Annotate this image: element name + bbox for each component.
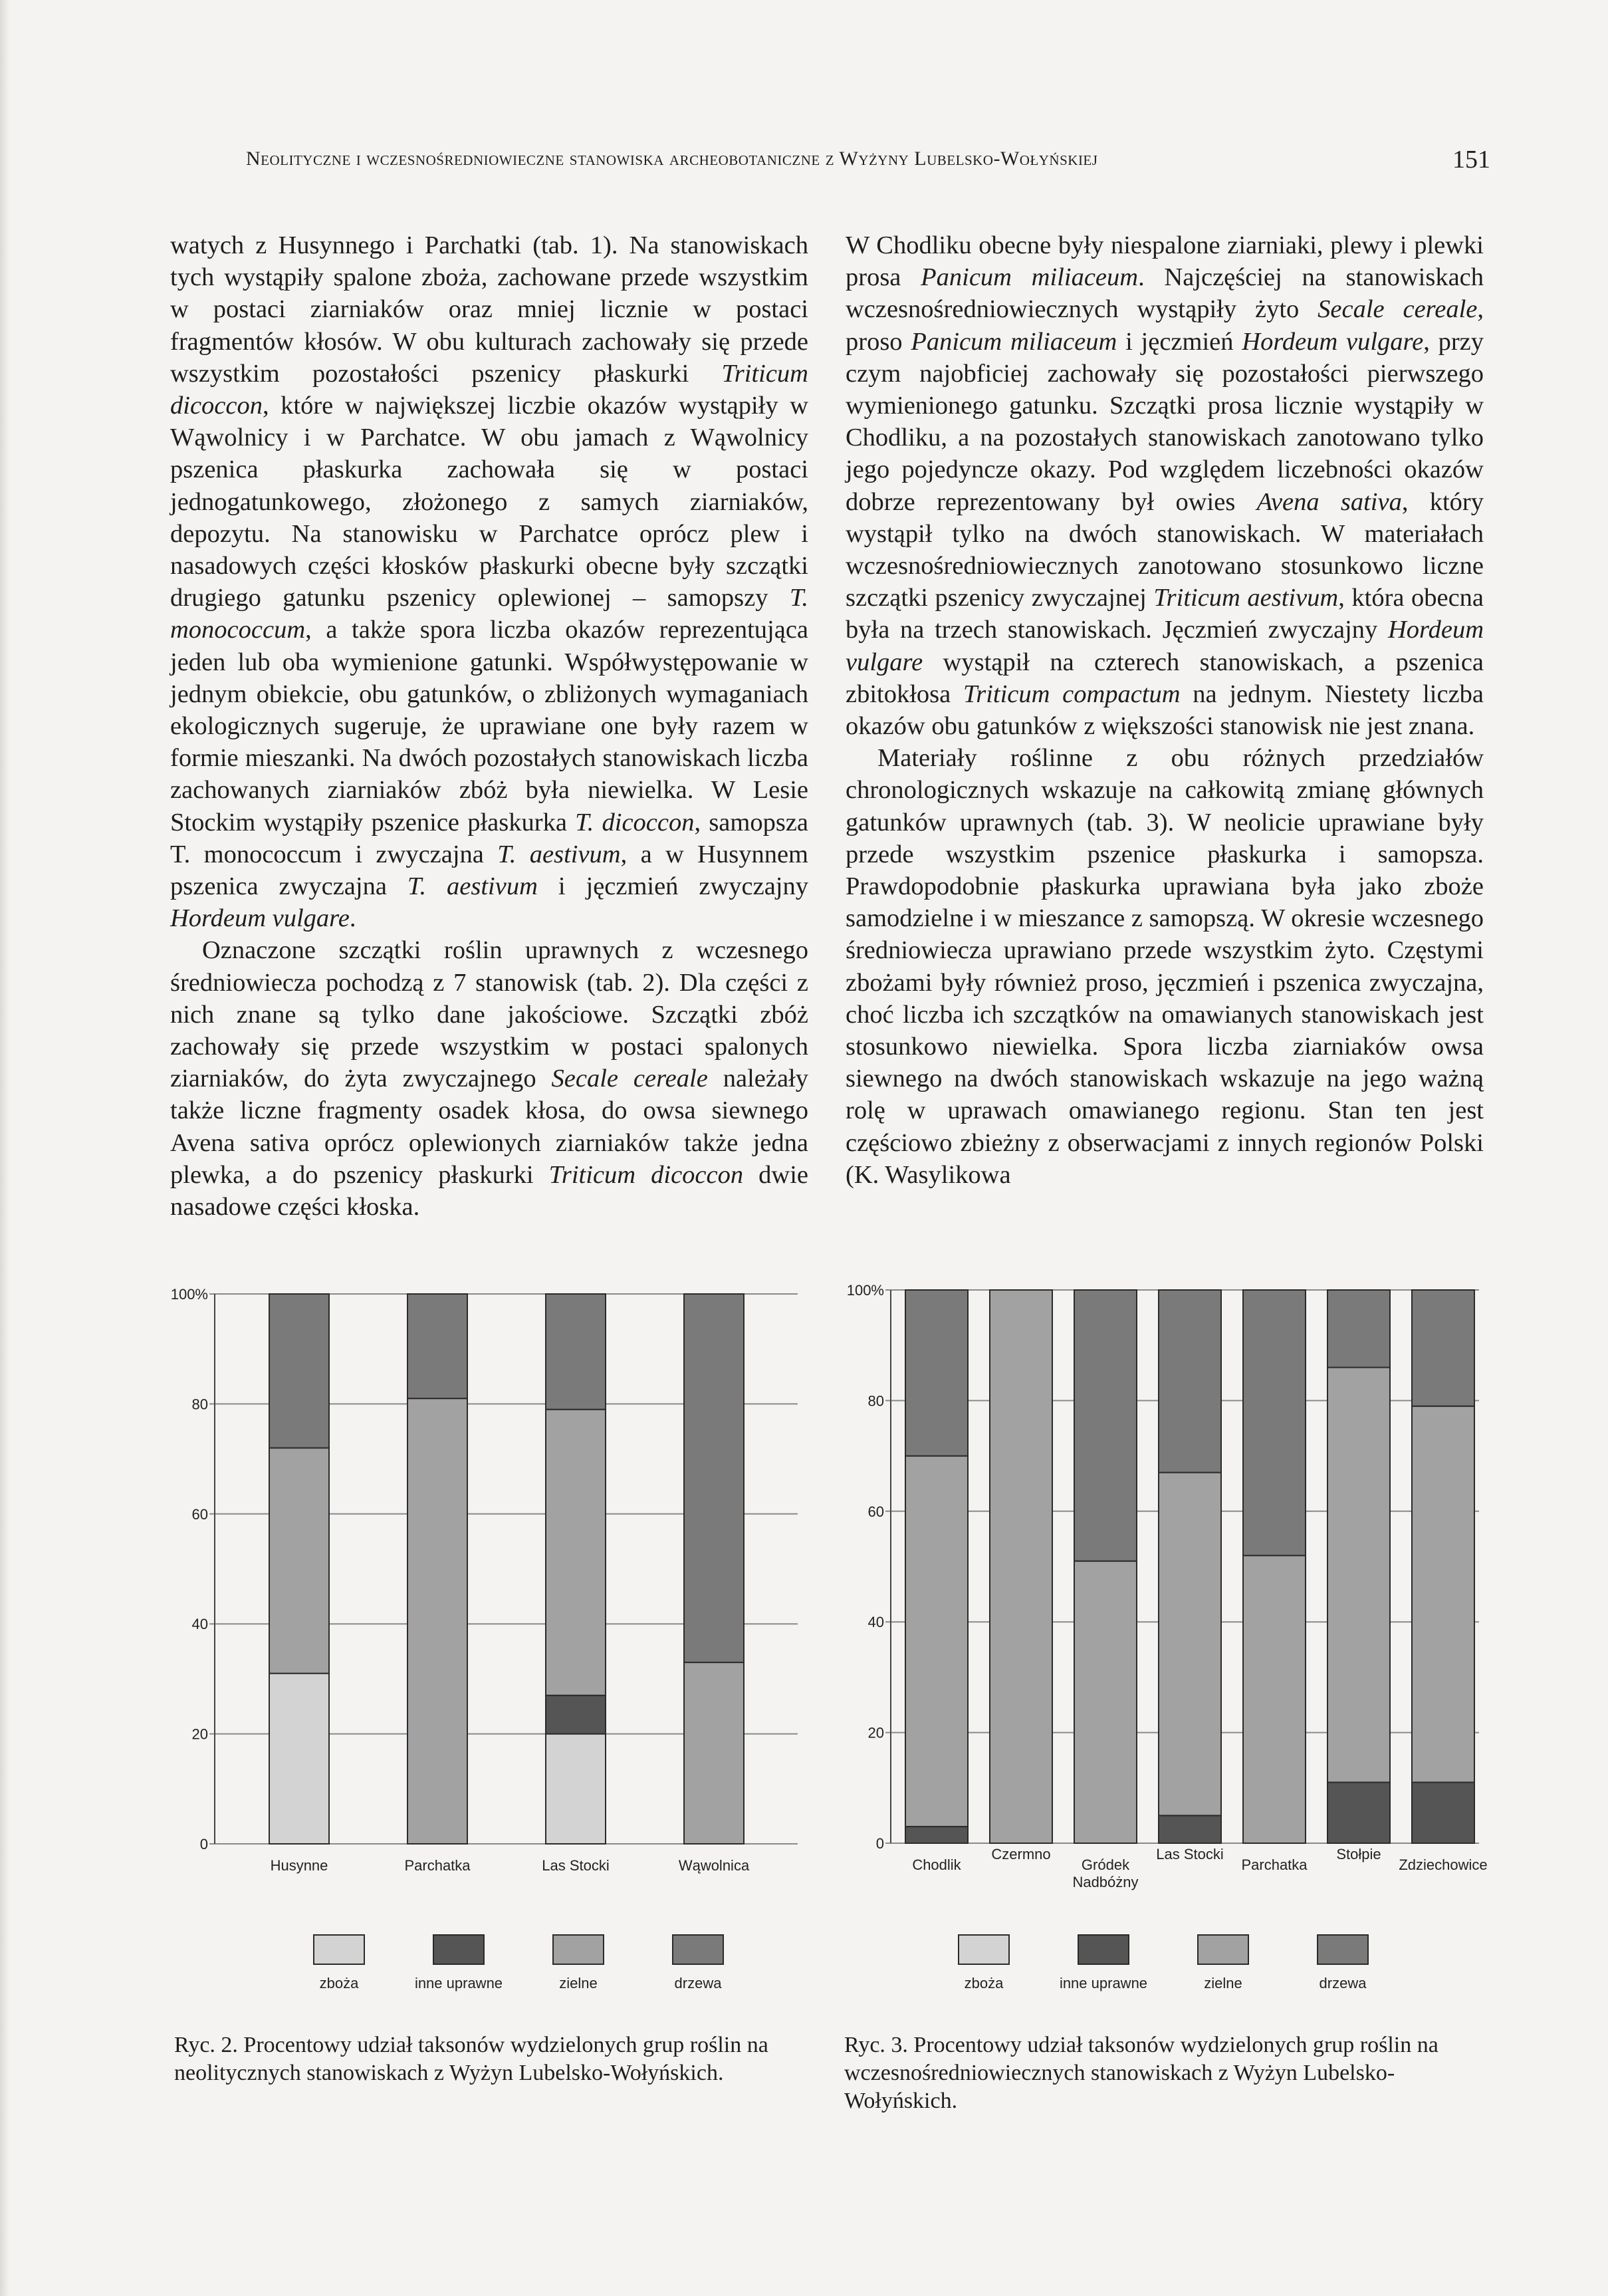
chart-ryc-2-svg [160,1270,824,2008]
running-title: Neolityczne i wczesnośredniowieczne stanowiska archeobotaniczne z Wyżyny Lubelsko-Wołyńskiej [246,148,1098,170]
x-tick-label: Gródek [1081,1856,1130,1873]
caption-ryc-2 [174,2031,812,2087]
legend-label: zielne [559,1975,598,1991]
caption-ryc-3-text: Procentowy udział taksonów wydzielonych grup roślin na wczesnośredniowiecznych stanowiskach z Wyżyn Lubelsko-Wołyńskich. [844,2033,1438,2113]
left-text-column [170,229,808,1223]
bar-segment [905,1290,968,1456]
bar-segment [269,1448,329,1674]
x-tick-label: Parchatka [1241,1856,1308,1873]
legend-label: drzewa [674,1975,722,1991]
x-tick-label: Nadbóżny [1072,1874,1139,1890]
y-tick-label: 20 [867,1724,884,1741]
bar-segment [1074,1290,1137,1561]
left-column-paragraph: Oznaczone szczątki roślin uprawnych z wczesnego średniowiecza pochodzą z 7 stanowisk (tab. 2). Dla części z nich znane są tylko dane jakościowe. Szczątki zbóż zachowały się przede wszystkim w postaci spalonych ziarniaków, do żyta zwyczajnego Secale cereale należały także liczne fragmenty osadek kłosa, do owsa siewnego Avena sativa oprócz oplewionych ziarniaków także jedna plewka, a do pszenicy płaskurki Triticum dicoccon dwie nasadowe części kłoska. [170,936,808,1221]
caption-ryc-2-text: Procentowy udział taksonów wydzielonych grup roślin na neolitycznych stanowiskach z Wyżyn Lubelsko-Wołyńskich. [174,2033,768,2085]
y-tick-label: 100% [846,1282,884,1299]
scan-edge [0,0,9,2296]
legend-label: inne uprawne [1059,1975,1148,1991]
legend-label: inne uprawne [414,1975,503,1991]
legend-label: zboża [319,1975,359,1991]
x-tick-label: Parchatka [404,1857,471,1874]
legend-label: zielne [1204,1975,1242,1991]
caption-ryc-2-number: Ryc. 2. [174,2033,238,2057]
chart-ryc-3 [834,1270,1499,2011]
bar-segment [684,1294,744,1662]
bar-segment [546,1734,606,1844]
chart-ryc-2 [160,1270,824,2011]
bar-segment [1074,1561,1137,1843]
bar-segment [990,1290,1052,1843]
bar-segment [1159,1815,1221,1843]
left-column-paragraph: watych z Husynnego i Parchatki (tab. 1). Na stanowiskach tych wystąpiły spalone zboża, zachowane przede wszystkim w postaci ziarniaków oraz mniej licznie w postaci fragmentów kłosów. W obu kulturach zachowały się przede wszystkim pozostałości pszenicy płaskurki Triticum dicoccon, które w największej liczbie okazów wystąpiły w Wąwolnicy i w Parchatce. W obu jamach z Wąwolnicy pszenica płaskurka zachowała się w postaci jednogatunkowego, złożonego z samych ziarniaków, depozytu. Na stanowisku w Parchatce oprócz plew i nasadowych części kłosków płaskurki obecne były szczątki drugiego gatunku pszenicy oplewionej – samopszy T. monococcum, a także spora liczba okazów reprezentująca jeden lub oba wymienione gatunki. Współwystępowanie w jednym obiekcie, obu gatunków, o zbliżonych wymaganiach ekologicznych sugeruje, że uprawiane one były razem w formie mieszanki. Na dwóch pozostałych stanowiskach liczba zachowanych ziarniaków zbóż była niewielka. W Lesie Stockim wystąpiły pszenice płaskurka T. dicoccon, samopsza T. monococcum i zwyczajna T. aestivum, a w Husynnem pszenica zwyczajna T. aestivum i jęczmień zwyczajny Hordeum vulgare. [170,231,808,933]
bar-segment [546,1696,606,1734]
bar-segment [269,1294,329,1448]
y-tick-label: 60 [191,1505,208,1523]
legend-swatch [433,1935,484,1964]
legend-swatch [314,1935,364,1964]
bar-segment [546,1410,606,1696]
page-number: 151 [1452,146,1490,174]
bar-segment [905,1456,968,1827]
legend-swatch [1198,1935,1248,1964]
legend-swatch [1318,1935,1368,1964]
bar-segment [1327,1367,1390,1782]
bar-segment [1412,1406,1474,1783]
x-tick-label: Czermno [991,1846,1051,1862]
x-tick-label: Husynne [270,1857,328,1874]
legend-swatch [553,1935,604,1964]
right-text-column [846,229,1484,1191]
y-tick-label: 80 [191,1396,208,1413]
bar-segment [1327,1290,1390,1367]
bar-segment [1159,1290,1221,1473]
right-column-paragraph: Materiały roślinne z obu różnych przedziałów chronologicznych wskazuje na całkowitą zmianę głównych gatunków uprawnych (tab. 3). W neolicie uprawiane były przede wszystkim pszenice płaskurka i samopsza. Prawdopodobnie płaskurka uprawiana była jako zboże samodzielne i w mieszance z samopszą. W okresie wczesnego średniowiecza uprawiano przede wszystkim żyto. Częstymi zbożami były również proso, jęczmień i pszenica zwyczajna, choć liczba ich szczątków na omawianych stanowiskach jest stosunkowo niewielka. Spora liczba ziarniaków owsa siewnego na dwóch stanowiskach wskazuje na jego ważną rolę w uprawach omawianego regionu. Stan ten jest częściowo zbieżny z obserwacjami z innych regionów Polski (K. Wasylikowa [846,744,1484,1189]
x-tick-label: Wąwolnica [678,1857,750,1874]
y-tick-label: 20 [191,1725,208,1743]
y-tick-label: 0 [199,1836,208,1852]
bar-segment [407,1294,467,1398]
bar-segment [269,1674,329,1844]
caption-ryc-3 [844,2031,1482,2115]
bar-segment [1412,1782,1474,1843]
chart-ryc-3-svg [834,1270,1499,2008]
bar-segment [1159,1473,1221,1816]
y-tick-label: 100% [170,1286,208,1303]
x-tick-label: Stołpie [1336,1846,1381,1862]
bar-segment [905,1827,968,1843]
y-tick-label: 0 [875,1835,884,1852]
y-tick-label: 40 [191,1616,208,1633]
legend-swatch [1078,1935,1129,1964]
legend-swatch [959,1935,1009,1964]
x-tick-label: Las Stocki [1156,1846,1224,1862]
y-tick-label: 40 [867,1614,884,1631]
bar-segment [684,1662,744,1844]
legend-label: zboża [964,1975,1004,1991]
y-tick-label: 80 [867,1392,884,1410]
bar-segment [546,1294,606,1410]
bar-segment [1243,1555,1306,1843]
bar-segment [1327,1782,1390,1843]
x-tick-label: Chodlik [912,1856,961,1873]
bar-segment [1243,1290,1306,1555]
x-tick-label: Las Stocki [542,1857,610,1874]
x-tick-label: Zdziechowice [1399,1856,1488,1873]
legend-swatch [673,1935,723,1964]
bar-segment [1412,1290,1474,1406]
y-tick-label: 60 [867,1503,884,1520]
caption-ryc-3-number: Ryc. 3. [844,2033,908,2057]
bar-segment [407,1398,467,1844]
right-column-paragraph: W Chodliku obecne były niespalone ziarniaki, plewy i plewki prosa Panicum miliaceum. Najczęściej na stanowiskach wczesnośredniowiecznych wystąpiły żyto Secale cereale, proso Panicum miliaceum i jęczmień Hordeum vulgare, przy czym najobficiej zachowały się pozostałości pierwszego wymienionego gatunku. Szczątki prosa licznie wystąpiły w Chodliku, a na pozostałych stanowiskach zanotowano tylko jego pojedyncze okazy. Pod względem liczebności okazów dobrze reprezentowany był owies Avena sativa, który wystąpił tylko na dwóch stanowiskach. W materiałach wczesnośredniowiecznych zanotowano stosunkowo liczne szczątki pszenicy zwyczajnej Triticum aestivum, która obecna była na trzech stanowiskach. Jęczmień zwyczajny Hordeum vulgare wystąpił na czterech stanowiskach, a pszenica zbitokłosa Triticum compactum na jednym. Niestety liczba okazów obu gatunków z większości stanowisk nie jest znana. [846,231,1484,741]
legend-label: drzewa [1319,1975,1367,1991]
